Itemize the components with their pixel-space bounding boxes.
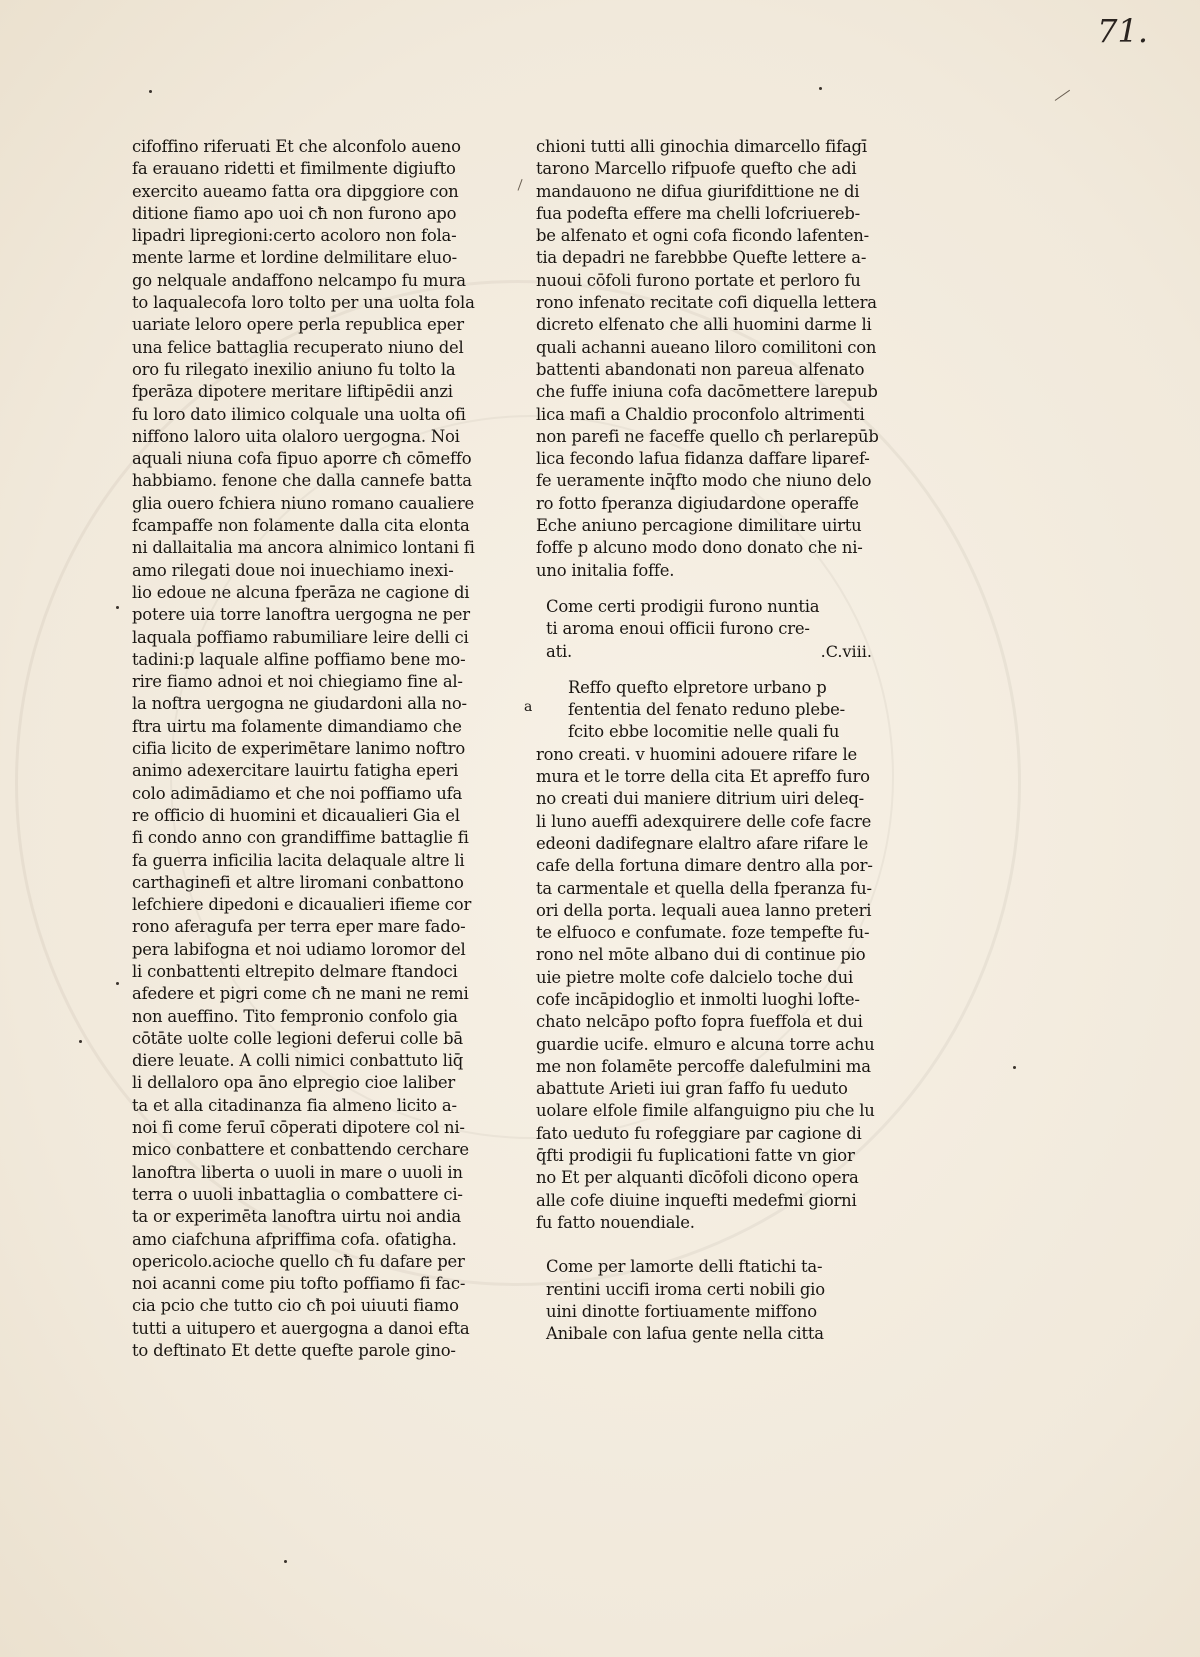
text-line: potere uia torre lanoftra uergogna ne per xyxy=(132,605,470,625)
text-line: Come certi prodigii furono nuntia xyxy=(546,596,820,616)
text-line: rono creati. v huomini adouere rifare le xyxy=(536,744,858,764)
pencil-stroke xyxy=(1055,90,1070,101)
text-line: lipadri lipregioni:certo acoloro non fola- xyxy=(132,226,457,246)
text-line: to deftinato Et dette quefte parole gino- xyxy=(132,1341,456,1361)
text-line: alle cofe diuine inquefti medefmi giorni xyxy=(536,1190,857,1210)
text-line: abattute Arieti iui gran faffo fu ueduto xyxy=(536,1079,848,1099)
chapter-number: .C.viii. xyxy=(820,641,872,661)
text-line: ati. xyxy=(546,641,573,661)
text-line: no Et per alquanti dīcōfoli dicono opera xyxy=(536,1168,859,1188)
text-line: fperāza dipotere meritare liftipēdii anzi xyxy=(132,382,453,402)
text-line: ta or experimēta lanoftra uirtu noi andia xyxy=(132,1207,461,1227)
text-line: re officio di huomini et dicaualieri Gia el xyxy=(132,805,460,825)
text-line: mente larme et lordine delmilitare eluo- xyxy=(132,248,457,268)
text-line: ori della porta. lequali auea lanno preteri xyxy=(536,900,872,920)
text-line: fato ueduto fu rofeggiare par cagione di xyxy=(536,1123,862,1143)
ink-dot xyxy=(1013,1066,1016,1069)
text-line: fe ueramente inq̄fto modo che niuno delo xyxy=(536,471,872,491)
ink-dot xyxy=(149,90,152,93)
text-line: lica mafi a Chaldio proconfolo altrimenti xyxy=(536,404,865,424)
text-line: terra o uuoli inbattaglia o combattere ci- xyxy=(132,1184,463,1204)
text-line: una felice battaglia recuperato niuno del xyxy=(132,337,464,357)
text-line: Eche aniuno percagione dimilitare uirtu xyxy=(536,516,862,536)
text-line: ni dallaitalia ma ancora alnimico lontani fi xyxy=(132,538,475,558)
left-column xyxy=(132,136,475,1362)
text-line: fa erauano ridetti et fimilmente digiufto xyxy=(132,159,456,179)
text-line: carthaginefi et altre liromani conbattono xyxy=(132,872,464,892)
text-line: oro fu rilegato inexilio aniuno fu tolto la xyxy=(132,359,456,379)
initial-guide-letter: a xyxy=(524,698,533,715)
text-line: quali achanni aueano liloro comilitoni con xyxy=(536,337,877,357)
text-line: me non folamēte percoffe dalefulmini ma xyxy=(536,1056,871,1076)
text-line: exercito aueamo fatta ora dipggiore con xyxy=(132,181,459,201)
right-column xyxy=(524,136,879,1345)
text-line: lanoftra liberta o uuoli in mare o uuoli in xyxy=(132,1162,463,1182)
text-line: ti aroma enoui officii furono cre- xyxy=(546,619,810,639)
text-line: uie pietre molte cofe dalcielo toche dui xyxy=(536,967,853,987)
right-paragraph-2 xyxy=(524,677,875,1234)
text-line: guardie ucife. elmuro e alcuna torre achu xyxy=(536,1034,875,1054)
text-line: cia pcio che tutto cio cħ poi uiuuti fiamo xyxy=(132,1296,459,1316)
text-line: opericolo.acioche quello cħ fu dafare per xyxy=(132,1251,465,1271)
text-line: uno initalia foffe. xyxy=(536,560,675,580)
text-line: habbiamo. fenone che dalla cannefe batta xyxy=(132,471,472,491)
text-line: q̄fti prodigii fu fuplicationi fatte vn gior xyxy=(536,1146,855,1166)
text-line: foffe p alcuno modo dono donato che ni- xyxy=(536,538,863,558)
text-line: tadini:p laquale alfine poffiamo bene mo- xyxy=(132,649,466,669)
text-line: dicreto elfenato che alli huomini darme li xyxy=(536,315,872,335)
text-line: laquala poffiamo rabumiliare leire delli ci xyxy=(132,627,469,647)
text-line: fcampaffe non folamente dalla cita elonta xyxy=(132,516,470,536)
ink-dot xyxy=(284,1560,287,1563)
text-line: fa guerra inficilia lacita delaquale altre li xyxy=(132,850,465,870)
ink-dot xyxy=(116,982,119,985)
chapter-heading-2 xyxy=(536,1256,866,1345)
text-line: rire fiamo adnoi et noi chiegiamo fine al- xyxy=(132,672,463,692)
text-line: ro fotto fperanza digiudardone operaffe xyxy=(536,493,859,513)
text-line: glia ouero fchiera niuno romano caualiere xyxy=(132,493,474,513)
text-line: mandauono ne difua giurifdittione ne di xyxy=(536,181,860,201)
text-line: cifoffino riferuati Et che alconfolo aueno xyxy=(132,137,461,156)
text-line: rono nel mōte albano dui di continue pio xyxy=(536,945,866,965)
ink-dot xyxy=(116,606,119,609)
text-line: cofe incāpidoglio et inmolti luoghi lofte- xyxy=(536,989,860,1009)
text-line: che fuffe iniuna cofa dacōmettere larepub xyxy=(536,382,878,402)
right-paragraph-1 xyxy=(536,136,879,582)
text-line: niffono laloro uita olaloro uergogna. Noi xyxy=(132,426,460,446)
text-line: mico conbattere et conbattendo cerchare xyxy=(132,1140,469,1160)
text-line: la noftra uergogna ne giudardoni alla no- xyxy=(132,694,467,714)
text-line: Anibale con lafua gente nella citta xyxy=(546,1324,824,1344)
text-line: no creati dui maniere ditrium uiri deleq- xyxy=(536,789,864,809)
chapter-heading-1 xyxy=(536,596,872,663)
text-line: li luno aueffi adexquirere delle cofe facre xyxy=(536,811,872,831)
text-line: cafe della fortuna dimare dentro alla por- xyxy=(536,856,873,876)
text-line: battenti abandonati non pareua alfenato xyxy=(536,359,865,379)
pencil-stroke xyxy=(518,179,523,191)
text-line: noi fi come feruī cōperati dipotere col ni- xyxy=(132,1118,465,1138)
text-line: uini dinotte fortiuamente miffono xyxy=(546,1301,817,1321)
text-line: lica fecondo lafua fidanza daffare liparef- xyxy=(536,449,870,469)
text-line: edeoni dadifegnare elaltro afare rifare le xyxy=(536,833,869,853)
text-line: rono aferagufa per terra eper mare fado- xyxy=(132,917,466,937)
text-line: be alfenato et ogni cofa ficondo lafenten- xyxy=(536,226,869,246)
text-line: fua podefta effere ma chelli lofcriuereb- xyxy=(536,203,861,223)
text-line: li dellaloro opa āno elpregio cioe laliber xyxy=(132,1073,456,1093)
text-line: mura et le torre della cita Et apreffo furo xyxy=(536,767,870,787)
text-line: tarono Marcello rifpuofe quefto che adi xyxy=(536,159,857,179)
text-line: li conbattenti eltrepito delmare ftandoci xyxy=(132,961,458,981)
text-line: to laqualecofa loro tolto per una uolta fola xyxy=(132,293,475,313)
text-line: lio edoue ne alcuna fperāza ne cagione di xyxy=(132,582,470,602)
text-line: fu fatto nouendiale. xyxy=(536,1212,695,1232)
text-line: tutti a uitupero et auergogna a danoi efta xyxy=(132,1318,470,1338)
text-line: rono infenato recitate cofi diquella lettera xyxy=(536,293,877,313)
text-line: go nelquale andaffono nelcampo fu mura xyxy=(132,270,466,290)
ink-dot xyxy=(819,87,822,90)
text-line: noi acanni come piu tofto poffiamo fi fac- xyxy=(132,1274,466,1294)
text-line: aquali niuna cofa fipuo aporre cħ cōmeffo xyxy=(132,449,472,469)
text-line: uolare elfole fimile alfanguigno piu che lu xyxy=(536,1101,875,1121)
text-line: tia depadri ne farebbbe Quefte lettere a- xyxy=(536,248,867,268)
text-line: colo adimādiamo et che noi poffiamo ufa xyxy=(132,783,463,803)
text-line: fu loro dato ilimico colquale una uolta ofi xyxy=(132,404,466,424)
text-line: cōtāte uolte colle legioni deferui colle bā xyxy=(132,1028,463,1048)
text-line: pera labifogna et noi udiamo loromor del xyxy=(132,939,466,959)
text-line: fententia del fenato reduno plebe- xyxy=(568,700,845,720)
ink-dot xyxy=(79,1040,82,1043)
text-line: Reffo quefto elpretore urbano p xyxy=(568,677,827,697)
text-line: chioni tutti alli ginochia dimarcello fifagī xyxy=(536,137,867,156)
text-line: ditione fiamo apo uoi cħ non furono apo xyxy=(132,203,457,223)
text-line: ta et alla citadinanza fia almeno licito a- xyxy=(132,1095,457,1115)
text-line: te elfuoco e confumate. foze tempefte fu- xyxy=(536,923,870,943)
text-line: fi condo anno con grandiffime battaglie fi xyxy=(132,828,469,848)
text-line: non aueffino. Tito fempronio confolo gia xyxy=(132,1006,458,1026)
text-line: uariate leloro opere perla republica eper xyxy=(132,315,464,335)
text-line: fcito ebbe locomitie nelle quali fu xyxy=(568,722,840,742)
text-line: Come per lamorte delli ftatichi ta- xyxy=(546,1257,823,1277)
text-line: ta carmentale et quella della fperanza fu- xyxy=(536,878,872,898)
text-line: ftra uirtu ma folamente dimandiamo che xyxy=(132,716,462,736)
folio-number: 71. xyxy=(1097,12,1148,50)
text-line: diere leuate. A colli nimici conbattuto liq̄ xyxy=(132,1051,464,1071)
text-line: amo rilegati doue noi inuechiamo inexi- xyxy=(132,560,454,580)
text-line: amo ciafchuna afpriffima cofa. ofatigha. xyxy=(132,1229,457,1249)
text-line: chato nelcāpo pofto fopra fueffola et dui xyxy=(536,1012,863,1032)
text-line: rentini uccifi iroma certi nobili gio xyxy=(546,1279,825,1299)
text-line: nuoui cōfoli furono portate et perloro fu xyxy=(536,270,861,290)
text-line: afedere et pigri come cħ ne mani ne remi xyxy=(132,984,469,1004)
text-line: animo adexercitare lauirtu fatigha eperi xyxy=(132,761,459,781)
text-line: lefchiere dipedoni e dicaualieri ifieme cor xyxy=(132,895,472,915)
text-line: cifia licito de experimētare lanimo noftro xyxy=(132,739,466,759)
text-line: non parefi ne faceffe quello cħ perlarepūb xyxy=(536,426,879,446)
